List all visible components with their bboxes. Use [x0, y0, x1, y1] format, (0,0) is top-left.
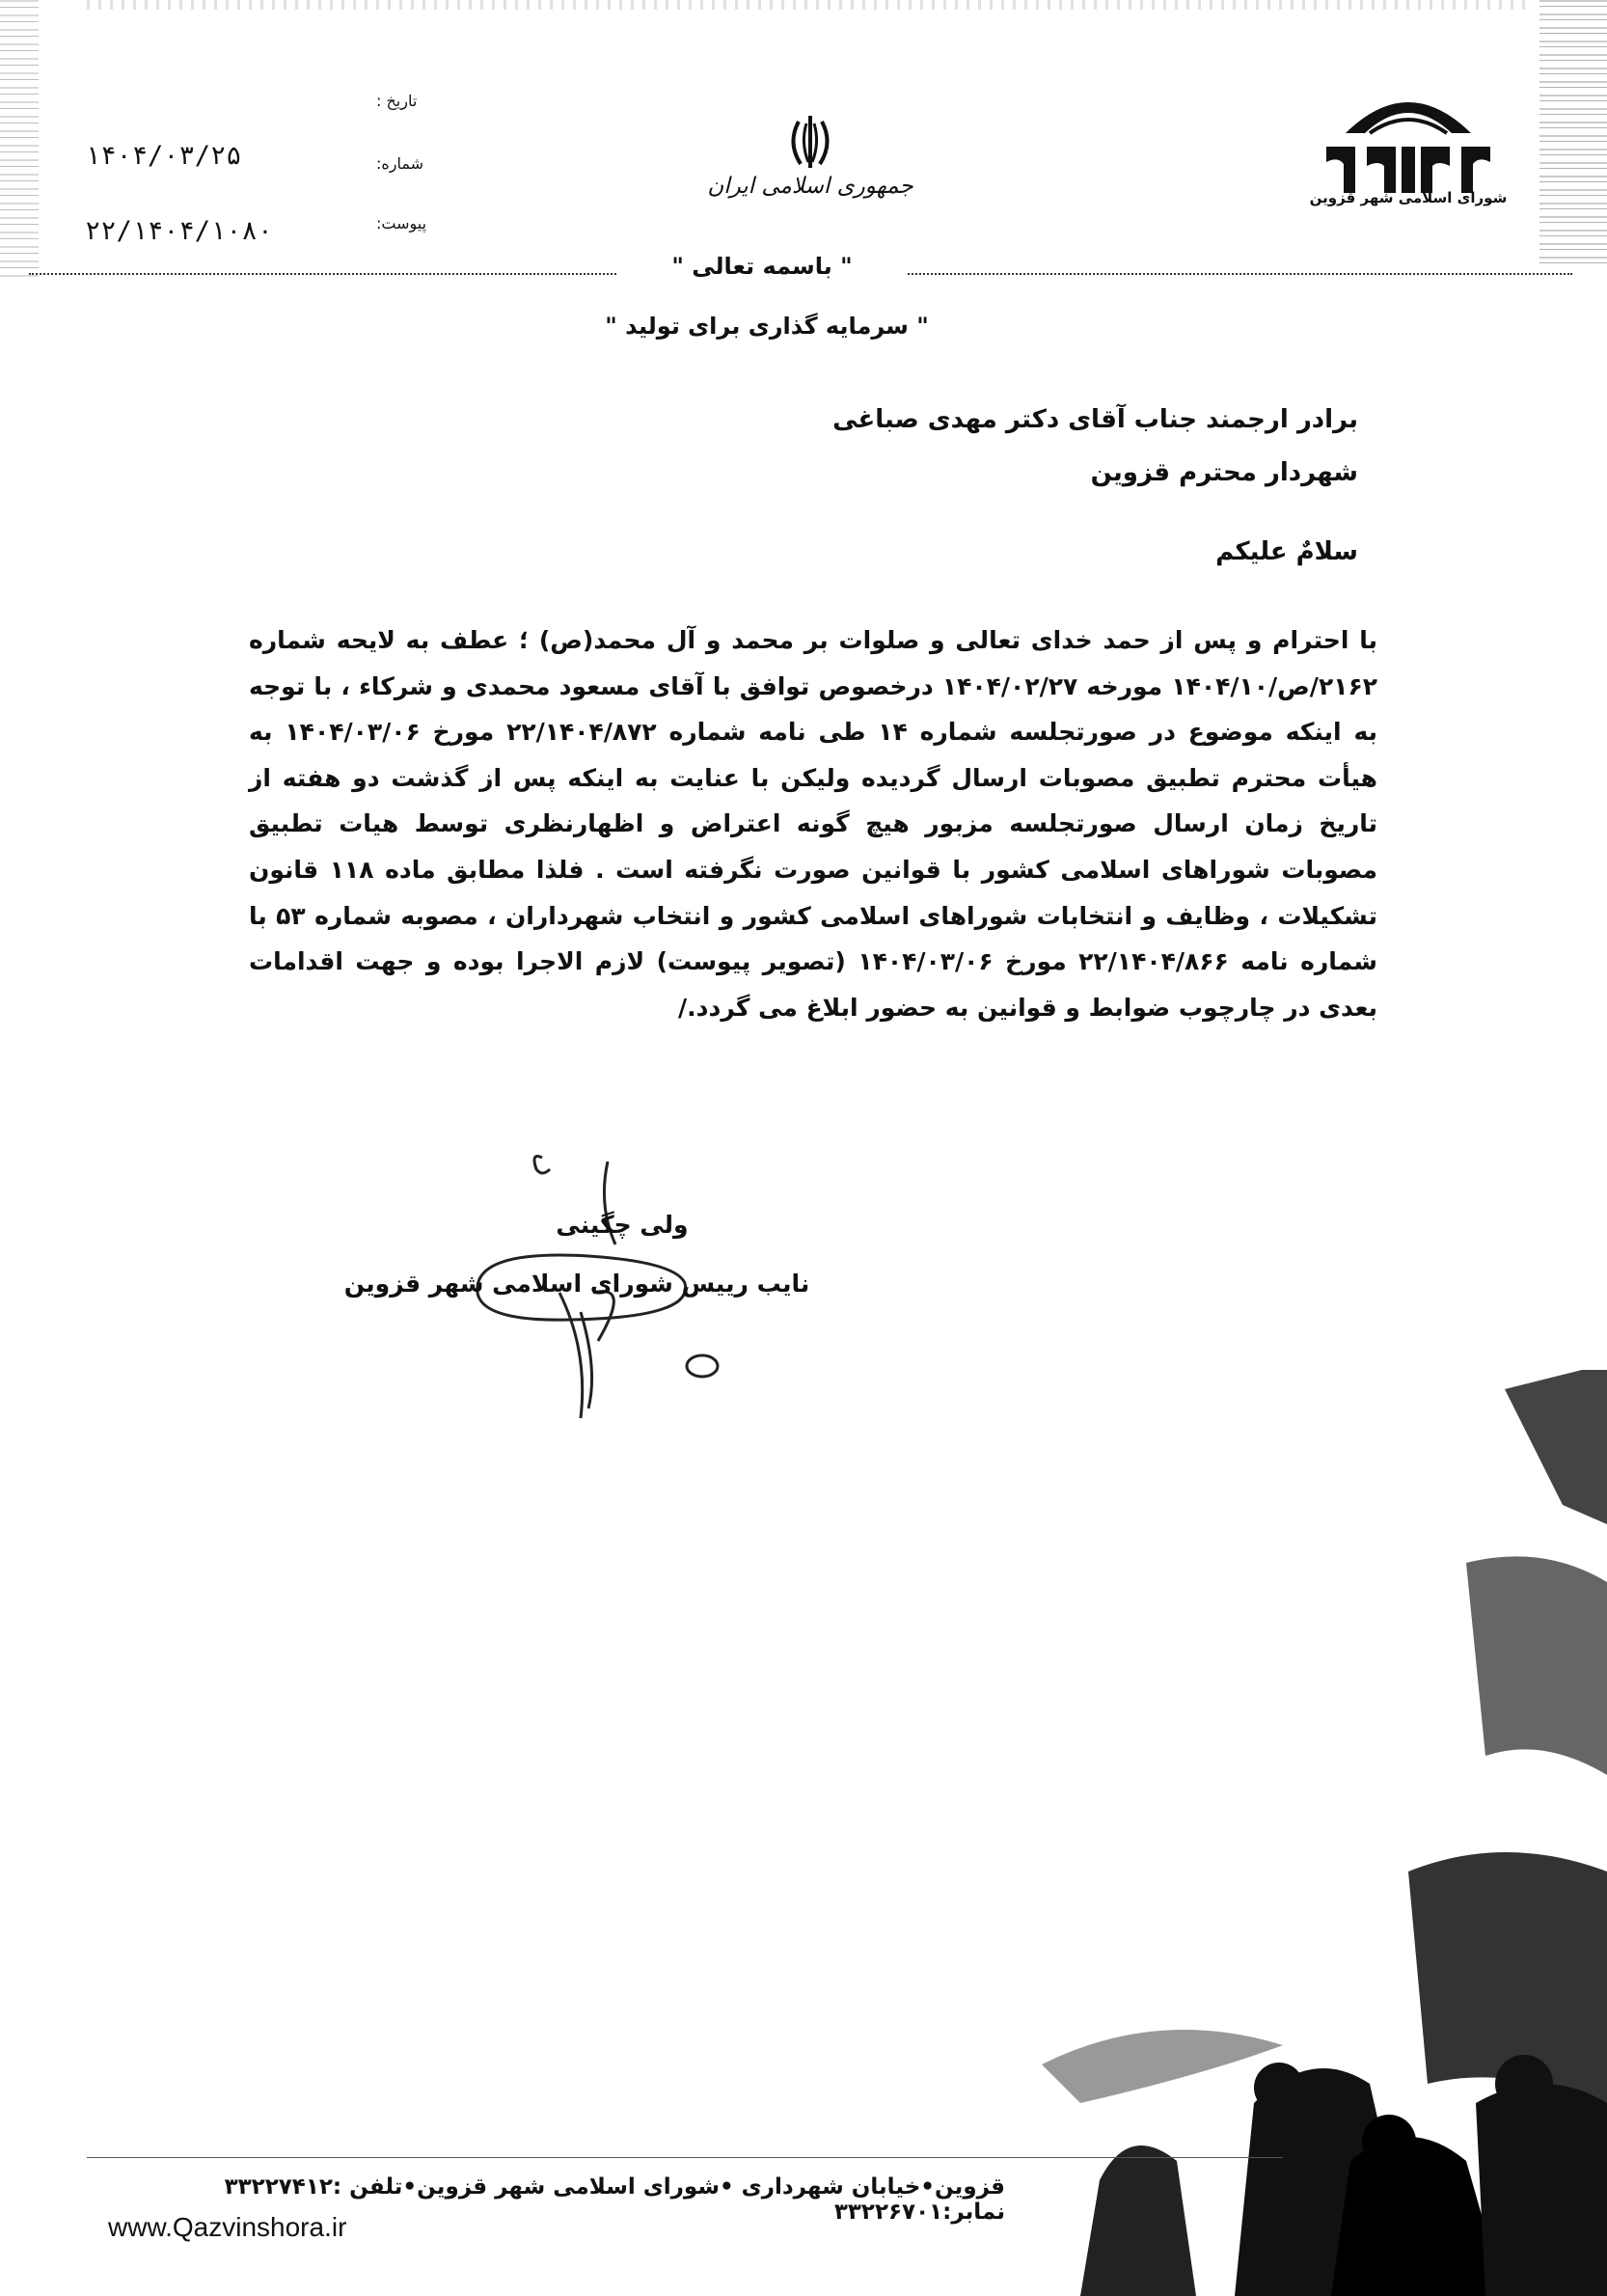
- footer-divider: [87, 2157, 1283, 2158]
- addressee-line-1: برادر ارجمند جناب آقای دکتر مهدی صباغی: [832, 405, 1358, 434]
- scan-edge-right: [1539, 0, 1607, 270]
- scan-edge-top: [87, 0, 1534, 10]
- addressee-line-2: شهردار محترم قزوین: [1090, 458, 1358, 487]
- signatory-title: نایب رییس شورای اسلامی شهر قزوین: [343, 1270, 810, 1298]
- country-name: جمهوری اسلامی ایران: [707, 174, 913, 199]
- invocation-heading: " باسمه تعالی ": [617, 253, 907, 280]
- body-paragraph: با احترام و پس از حمد خدای تعالی و صلوات بر محمد و آل محمد(ص) ؛ عطف به لایحه شماره ۲۱۶۲/ص/۱۴۰۴/۱۰ مورخه ۱۴۰۴/۰۲/۲۷ درخصوص توافق با آقای مسعود محمدی و شرکاء ، با توجه به اینکه موضوع در صورتجلسه شماره ۱۴ طی نامه شماره ۲۲/۱۴۰۴/۸۷۲ مورخ ۱۴۰۴/۰۳/۰۶ به هیأت محترم تطبیق مصوبات ارسال گردیده ولیکن با عنایت به اینکه پس از گذشت دو هفته از تاریخ زمان ارسال صورتجلسه مزبور هیچ گونه اعتراض و اظهارنظری توسط هیات تطبیق مصوبات شوراهای اسلامی کشور با قوانین صورت نگرفته است . فلذا مطابق ماده ۱۱۸ قانون تشکیلات ، وظایف و انتخابات شوراهای اسلامی کشور و انتخاب شهرداران ، مصوبه شماره ۵۳ با شماره نامه ۲۲/۱۴۰۴/۸۶۶ مورخ ۱۴۰۴/۰۳/۰۶ (تصویر پیوست) لازم الاجرا بوده و جهت اقدامات بعدی در چارچوب ضوابط و قوانین به حضور ابلاغ می گردد./: [249, 626, 1378, 1022]
- greeting: سلامٌ علیکم: [1215, 537, 1358, 566]
- scan-edge-left: [0, 0, 39, 280]
- number-value: ۲۲/۱۴۰۴/۱۰۸۰: [85, 216, 274, 246]
- footer-address: قزوین•خیابان شهرداری •شورای اسلامی شهر قزوین•تلفن :۳۳۲۲۷۴۱۲ نمابر:۳۳۲۲۶۷۰۱: [224, 2174, 1005, 2225]
- letter-body: [249, 617, 1377, 1030]
- number-label: شماره:: [376, 154, 424, 173]
- attachment-label: پیوست:: [376, 214, 427, 232]
- signatory-name: ولی چگینی: [556, 1211, 689, 1239]
- organization-caption: شورای اسلامی شهر قزوین: [1309, 189, 1508, 206]
- date-value: ۱۴۰۴/۰۳/۲۵: [85, 141, 242, 171]
- date-label: تاریخ :: [376, 92, 418, 110]
- motto-heading: " سرمایه گذاری برای تولید ": [605, 313, 929, 340]
- website-link[interactable]: www.Qazvinshora.ir: [108, 2212, 347, 2242]
- iran-emblem-icon: [781, 114, 839, 172]
